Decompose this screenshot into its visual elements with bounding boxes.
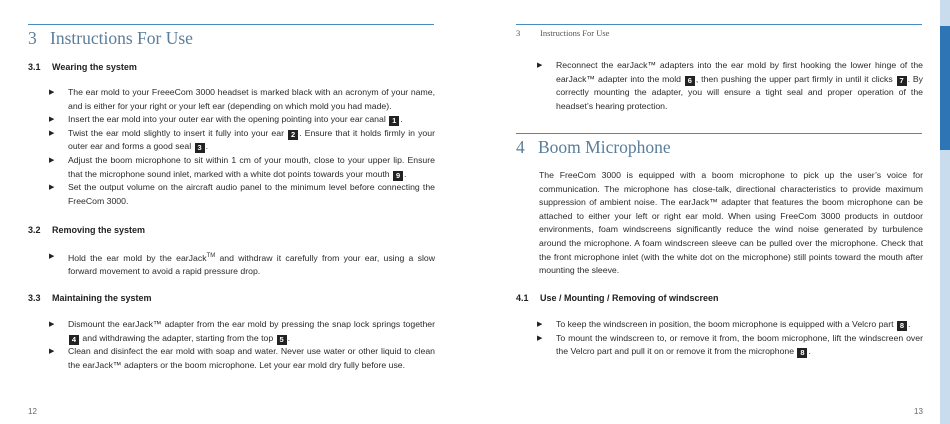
chapter-number: 3 — [28, 28, 37, 48]
bullet-triangle-icon: ▶ — [49, 184, 55, 192]
bullet-triangle-icon: ▶ — [537, 62, 543, 69]
trademark-superscript: TM — [206, 253, 216, 259]
bullet-triangle-icon: ▶ — [49, 321, 55, 328]
bullet-text: . — [205, 141, 208, 152]
section-heading — [28, 293, 152, 303]
bullet-triangle-icon: ▶ — [537, 321, 543, 328]
bullet-text: Dismount the earJack™ adapter from the ear mold by pressing the snap lock springs together — [68, 319, 435, 329]
figure-ref-badge: 7 — [897, 76, 907, 86]
chapter-rule — [28, 24, 434, 25]
bullet-item — [49, 318, 435, 345]
chapter-title — [516, 137, 671, 158]
figure-ref-badge: 5 — [277, 335, 287, 345]
body-paragraph: The FreeCom 3000 is equipped with a boom microphone to pick up the user’s voice for communication. The microphone has close-talk, directional characteristics to provide maximum suppression of ambient noise. The earJack™ adapter that features the boom microphone can be attached to either your left or right ear mold. When using FreeCom 3000 products in outdoor environments, foam windscreens significantly reduce the wind noise generated by turbulence around the microphone. A foam windscreen sleeve can be pulled over the microphone. Check that the front microphone inlet (with the white dot on the microphone) still points toward the mouth after mounting the sleeve. — [539, 170, 923, 276]
section-number: 3.2 — [28, 225, 41, 235]
bullet-text: , then pushing the upper part firmly in until it clicks — [695, 73, 896, 84]
bullet-item — [49, 154, 435, 181]
chapter-title-text: Boom Microphone — [538, 137, 671, 157]
chapter-number: 4 — [516, 137, 525, 157]
bullet-list — [537, 318, 923, 359]
bullet-triangle-icon: ▶ — [49, 253, 55, 260]
bullet-list — [49, 250, 435, 279]
bullet-text: Reconnect the earJack™ adapters into the ear mold by first hooking the lower hinge of the earJack™ adapter into the mold — [556, 60, 923, 84]
chapter-title — [28, 28, 193, 49]
figure-ref-badge: 6 — [685, 76, 695, 86]
figure-ref-badge: 1 — [389, 116, 399, 126]
page-number: 13 — [914, 407, 923, 416]
bullet-text: Adjust the boom microphone to sit within 1 cm of your mouth, close to your upper lip. Ensure that the microphone sound inlet, marked with a white dot points towards your mouth — [68, 154, 435, 179]
bullet-text: . — [400, 114, 403, 125]
section-title: Removing the system — [52, 225, 146, 235]
figure-ref-badge: 9 — [393, 171, 403, 181]
section-number: 4.1 — [516, 293, 529, 303]
bullet-triangle-icon: ▶ — [49, 129, 55, 137]
bullet-text: Hold the ear mold by the earJack — [68, 252, 207, 263]
bullet-text: . — [808, 346, 811, 357]
figure-ref-badge: 4 — [69, 335, 79, 345]
bullet-list — [49, 318, 435, 372]
section-heading — [28, 62, 137, 72]
running-head-rule — [516, 24, 922, 25]
bullet-triangle-icon: ▶ — [537, 334, 543, 342]
bullet-item — [537, 59, 923, 113]
bullet-text: . By correctly mounting the adapter, you will ensure a tight seal and proper operation of the headset’s hearing protection. — [556, 73, 923, 111]
bullet-text: Twist the ear mold slightly to insert it fully into your ear — [68, 127, 288, 138]
bullet-item — [537, 332, 923, 359]
running-head-number: 3 — [516, 28, 521, 38]
bullet-text: Set the output volume on the aircraft audio panel to the minimum level before connecting the FreeCom 3000. — [68, 182, 435, 206]
figure-ref-badge: 3 — [195, 143, 205, 153]
bullet-text: . Ensure that it holds firmly in your outer ear and forms a good seal — [68, 127, 435, 152]
section-heading — [28, 225, 145, 235]
figure-ref-badge: 8 — [797, 348, 807, 358]
bullet-text: Clean and disinfect the ear mold with soap and water. Never use water or other liquid to clean the earJack™ adapters or the boom microphone. Let your ear mold dry fully before use. — [68, 346, 435, 370]
bullet-item — [49, 113, 435, 127]
bullet-text: To keep the windscreen in position, the boom microphone is equipped with a Velcro part — [556, 319, 896, 329]
bullet-text: . — [404, 168, 407, 179]
bullet-text: To mount the windscreen to, or remove it from, the boom microphone, lift the windscreen over the Velcro part and pull it on or remove it from the microphone — [556, 332, 923, 357]
bullet-item — [49, 345, 435, 372]
bullet-triangle-icon: ▶ — [49, 156, 55, 164]
bullet-item — [49, 86, 435, 113]
bullet-triangle-icon: ▶ — [49, 348, 55, 356]
bullet-list — [537, 59, 923, 113]
bullet-list — [49, 86, 435, 208]
bullet-item — [49, 181, 435, 208]
bullet-text: Insert the ear mold into your outer ear with the opening pointing into your ear canal — [68, 114, 389, 125]
bullet-text: and withdraw it carefully from your ear, using a slow forward movement to avoid a rapid pressure drop. — [68, 252, 435, 277]
section-heading — [516, 293, 719, 303]
figure-ref-badge: 2 — [288, 130, 298, 140]
section-title: Use / Mounting / Removing of windscreen — [540, 293, 719, 303]
bullet-triangle-icon: ▶ — [49, 116, 55, 124]
section-number: 3.3 — [28, 293, 41, 303]
right-page — [475, 0, 950, 424]
bullet-text: The ear mold to your FreeeCom 3000 headset is marked black with an acronym of your name, and is either for your right or your left ear (depending on which mold you had made). — [68, 87, 435, 111]
bullet-text: . — [287, 332, 291, 343]
section-title: Wearing the system — [52, 62, 137, 72]
running-head — [516, 28, 609, 38]
bullet-item — [537, 318, 923, 332]
bullet-text: . — [907, 319, 911, 329]
bullet-triangle-icon: ▶ — [49, 89, 55, 96]
edge-tab-dark — [940, 26, 950, 150]
running-head-title: Instructions For Use — [540, 28, 610, 38]
section-title: Maintaining the system — [52, 293, 152, 303]
bullet-item — [49, 250, 435, 279]
page-number: 12 — [28, 407, 37, 416]
figure-ref-badge: 8 — [897, 321, 907, 331]
chapter-title-text: Instructions For Use — [50, 28, 193, 48]
bullet-item — [49, 127, 435, 154]
section-number: 3.1 — [28, 62, 41, 72]
bullet-text: and withdrawing the adapter, starting from the top — [80, 332, 276, 343]
chapter-rule — [516, 133, 922, 134]
